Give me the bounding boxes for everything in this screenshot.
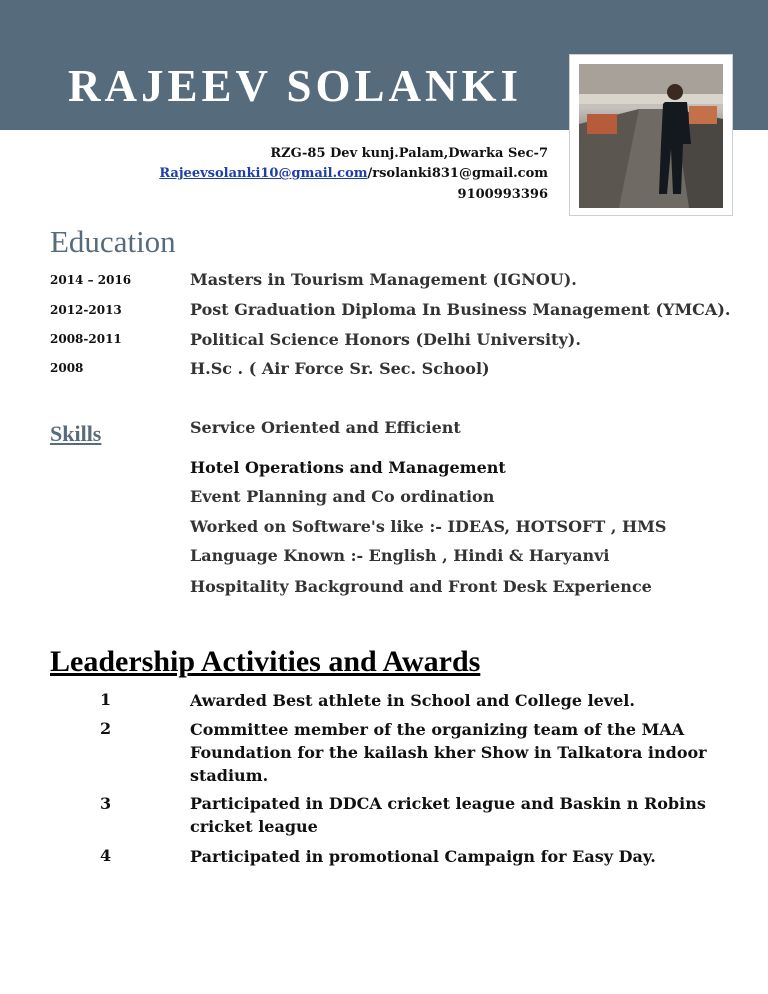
email-link[interactable]: Rajeevsolanki10@gmail.com xyxy=(159,166,368,181)
award-item: Participated in DDCA cricket league and Baskin n Robins cricket league xyxy=(190,794,706,836)
award-item: Committee member of the organizing team of the MAA Foundation for the kailash kher Show in Talkatora indoor stadium. xyxy=(190,720,707,785)
skill-item: Worked on Software's like :- IDEAS, HOTSOFT , HMS xyxy=(190,517,667,536)
award-number: 2 xyxy=(100,719,112,738)
profile-photo xyxy=(579,64,723,208)
education-year: 2014 – 2016 xyxy=(50,273,132,287)
award-item: Participated in promotional Campaign for Easy Day. xyxy=(190,847,656,866)
education-heading: Education xyxy=(50,224,176,259)
award-number: 1 xyxy=(100,690,112,709)
leadership-heading: Leadership Activities and Awards xyxy=(50,645,481,678)
education-entry: Political Science Honors (Delhi University). xyxy=(190,330,581,349)
education-entry: Masters in Tourism Management (IGNOU). xyxy=(190,270,577,289)
skill-item: Service Oriented and Efficient xyxy=(190,418,461,437)
education-year: 2008 xyxy=(50,361,84,375)
education-year: 2008-2011 xyxy=(50,332,122,346)
skill-item: Language Known :- English , Hindi & Haryanvi xyxy=(190,546,610,565)
profile-photo-frame xyxy=(569,54,733,216)
skill-item: Hospitality Background and Front Desk Experience xyxy=(190,577,652,596)
education-year: 2012-2013 xyxy=(50,303,122,317)
education-entry: H.Sc . ( Air Force Sr. Sec. School) xyxy=(190,359,490,378)
person-photo-illustration xyxy=(579,64,723,208)
email-secondary: /rsolanki831@gmail.com xyxy=(367,166,548,181)
award-number: 3 xyxy=(100,794,112,813)
contact-address: RZG-85 Dev kunj.Palam,Dwarka Sec-7 xyxy=(270,146,548,161)
skill-item: Hotel Operations and Management xyxy=(190,458,506,477)
education-entry: Post Graduation Diploma In Business Management (YMCA). xyxy=(190,300,731,319)
skill-item: Event Planning and Co ordination xyxy=(190,487,495,506)
skills-heading: Skills xyxy=(50,421,102,446)
contact-emails xyxy=(159,166,548,181)
award-number: 4 xyxy=(100,846,112,865)
contact-phone: 9100993396 xyxy=(457,187,548,202)
award-item: Awarded Best athlete in School and College level. xyxy=(190,691,635,710)
candidate-name: RAJEEV SOLANKI xyxy=(68,61,523,111)
